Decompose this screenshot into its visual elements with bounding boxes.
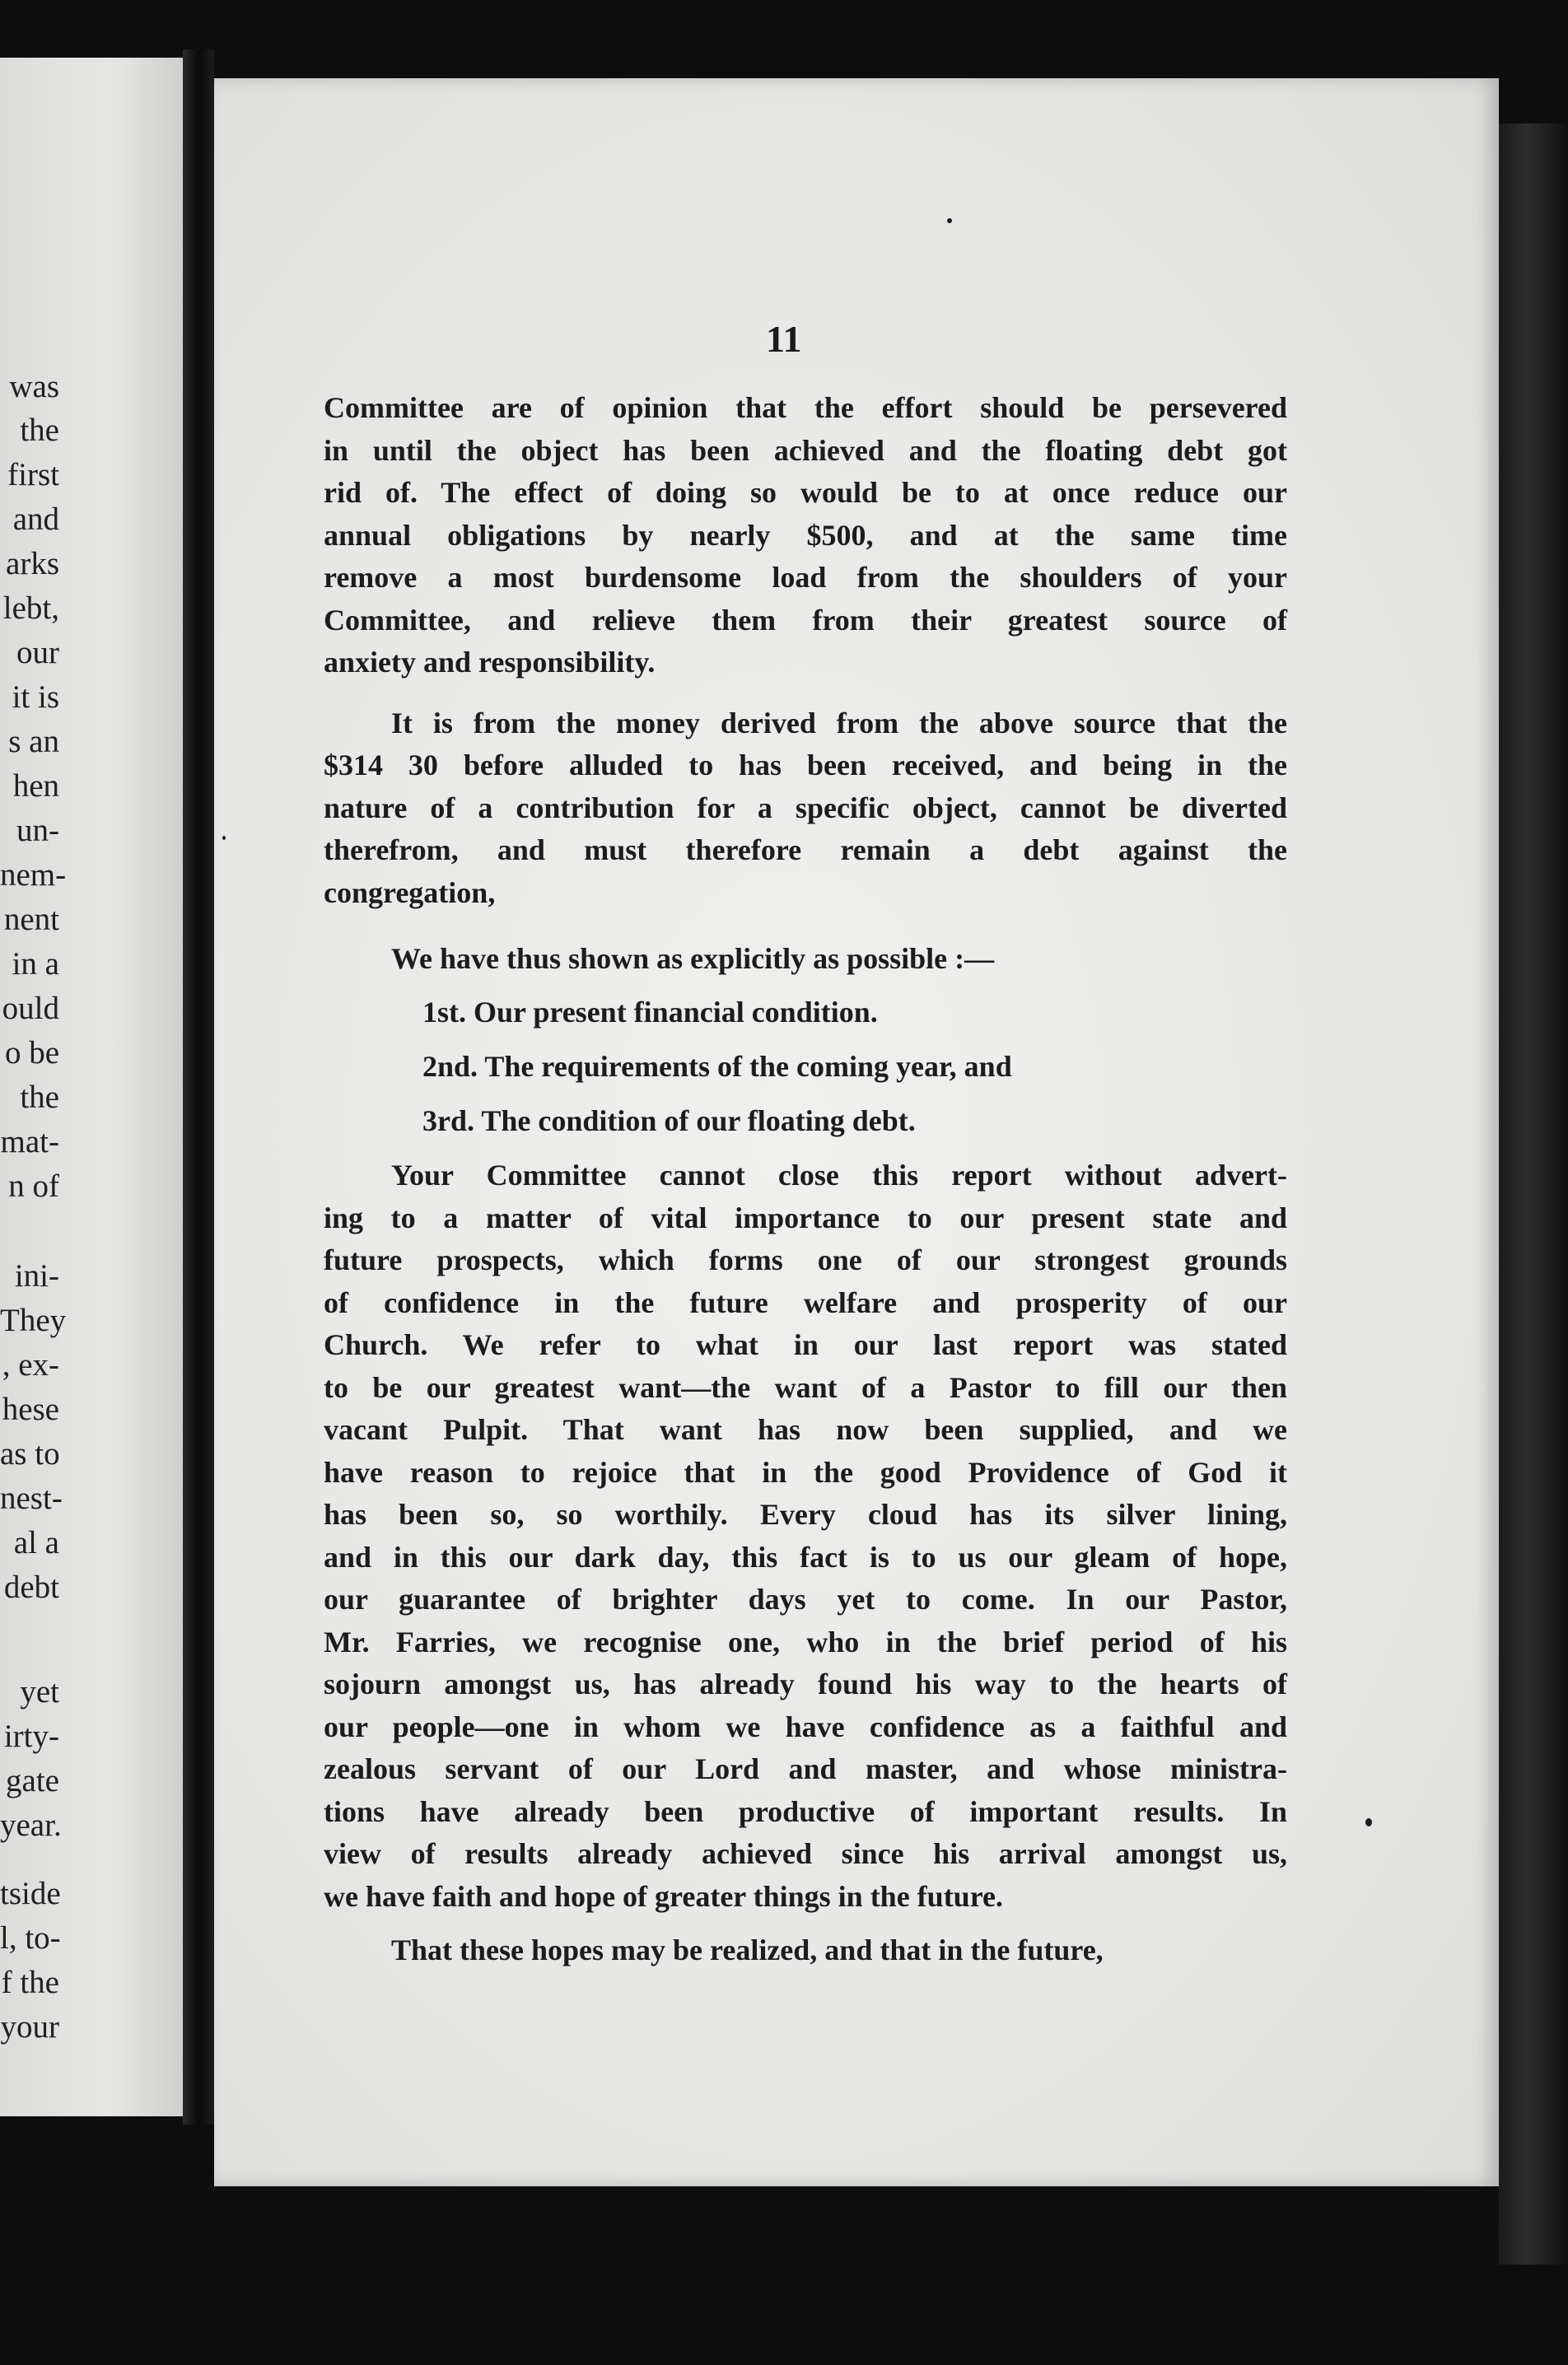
text-line: rid of. The effect of doing so would be to at once reduce our bbox=[324, 476, 1287, 509]
facing-page-fragment: the bbox=[20, 413, 59, 448]
facing-page-fragment: was bbox=[9, 369, 59, 404]
facing-page-fragment: and bbox=[12, 501, 59, 537]
facing-page-fragment: n of bbox=[8, 1169, 59, 1204]
facing-page-fragment: lebt, bbox=[2, 590, 59, 626]
facing-page-fragment: your bbox=[0, 2009, 59, 2045]
text-line: and in this our dark day, this fact is to us our gleam of hope, bbox=[324, 1540, 1287, 1574]
facing-page-fragment: as to bbox=[0, 1436, 60, 1472]
facing-page-fragment: nent bbox=[3, 902, 59, 937]
text-line: of confidence in the future welfare and prosperity of our bbox=[324, 1285, 1287, 1319]
text-line: annual obligations by nearly $500, and at the same time bbox=[324, 518, 1287, 552]
facing-page-fragment: mat- bbox=[0, 1124, 59, 1159]
paragraph-4 bbox=[324, 1929, 1287, 1972]
text-line: tions have already been productive of important results. In bbox=[324, 1794, 1287, 1828]
facing-page-fragment: nest- bbox=[0, 1481, 63, 1516]
text-line: therefrom, and must therefore remain a debt against the bbox=[324, 833, 1287, 866]
facing-page-fragment: ini- bbox=[14, 1258, 59, 1294]
text-line: ing to a matter of vital importance to our present state and bbox=[324, 1201, 1287, 1234]
text-line: our people—one in whom we have confidence as a faithful and bbox=[324, 1710, 1287, 1743]
paragraph-3 bbox=[324, 1155, 1287, 1918]
text-line: Your Committee cannot close this report without advert- bbox=[391, 1159, 1287, 1192]
text-line: future prospects, which forms one of our strongest grounds bbox=[324, 1243, 1287, 1276]
facing-page-fragment: year. bbox=[0, 1808, 62, 1843]
text-line: That these hopes may be realized, and that in the future, bbox=[391, 1934, 1104, 1966]
facing-page-fragment: our bbox=[16, 635, 59, 670]
text-line: Church. We refer to what in our last report was stated bbox=[324, 1328, 1287, 1361]
scan-speck bbox=[1365, 1818, 1372, 1826]
text-line: has been so, so worthily. Every cloud has its silver lining, bbox=[324, 1498, 1287, 1531]
list-item: 2nd. The requirements of the coming year, and bbox=[422, 1050, 1012, 1083]
list-item: 1st. Our present financial condition. bbox=[422, 996, 878, 1029]
text-line: Mr. Farries, we recognise one, who in the brief period of his bbox=[324, 1625, 1287, 1658]
paragraph-1 bbox=[324, 387, 1287, 684]
facing-page-fragment: un- bbox=[16, 813, 59, 848]
facing-page-fragment: in a bbox=[12, 946, 59, 982]
text-line: zealous servant of our Lord and master, and whose ministra- bbox=[324, 1752, 1287, 1785]
text-line: Committee, and relieve them from their greatest source of bbox=[324, 603, 1287, 637]
facing-page-fragment: irty- bbox=[3, 1719, 59, 1754]
page-edge-shadow bbox=[1499, 124, 1568, 2265]
text-line: in until the object has been achieved and the floating debt got bbox=[324, 433, 1287, 467]
text-line: view of results already achieved since his arrival amongst us, bbox=[324, 1837, 1287, 1870]
facing-page-fragment: the bbox=[20, 1080, 59, 1115]
enumerated-list bbox=[324, 985, 1287, 1148]
text-line: have reason to rejoice that in the good Providence of God it bbox=[324, 1455, 1287, 1489]
facing-page-fragment: f the bbox=[1, 1965, 59, 2000]
text-line: we have faith and hope of greater things in the future. bbox=[324, 1879, 1004, 1913]
list-intro: We have thus shown as explicitly as possible :— bbox=[391, 942, 995, 975]
text-line: anxiety and responsibility. bbox=[324, 646, 656, 679]
facing-page-fragment: yet bbox=[20, 1674, 59, 1710]
facing-page-fragment: nem- bbox=[0, 857, 67, 893]
text-line: vacant Pulpit. That want has now been supplied, and we bbox=[324, 1413, 1287, 1446]
facing-page-fragment: hese bbox=[2, 1392, 59, 1427]
page-number: 11 bbox=[766, 318, 802, 360]
facing-page-fragment: They bbox=[0, 1303, 67, 1338]
facing-page-fragment: hen bbox=[12, 768, 59, 804]
facing-page-fragment: s an bbox=[8, 724, 59, 759]
facing-page-fragment: al a bbox=[13, 1525, 59, 1560]
text-line: Committee are of opinion that the effort should be persevered bbox=[324, 391, 1287, 424]
facing-page-fragment: arks bbox=[6, 546, 59, 581]
facing-page-fragment: o be bbox=[4, 1035, 59, 1071]
page-body bbox=[324, 387, 1287, 1972]
text-line: to be our greatest want—the want of a Pastor to fill our then bbox=[324, 1370, 1287, 1404]
facing-page-fragment: ould bbox=[2, 991, 59, 1026]
scan-speck bbox=[947, 218, 952, 223]
list-item: 3rd. The condition of our floating debt. bbox=[422, 1104, 916, 1137]
facing-page-left bbox=[0, 58, 183, 2116]
text-line: remove a most burdensome load from the shoulders of your bbox=[324, 561, 1287, 594]
text-line: congregation, bbox=[324, 875, 496, 909]
facing-page-fragment: first bbox=[7, 457, 59, 492]
scan-speck bbox=[222, 836, 226, 840]
text-line: sojourn amongst us, has already found his way to the hearts of bbox=[324, 1668, 1287, 1700]
facing-page-fragment: debt bbox=[3, 1570, 59, 1605]
text-line: our guarantee of brighter days yet to come. In our Pastor, bbox=[324, 1583, 1287, 1616]
text-line: It is from the money derived from the above source that the bbox=[391, 706, 1287, 739]
facing-page-fragment: , ex- bbox=[2, 1347, 59, 1383]
facing-page-fragment: it is bbox=[12, 679, 59, 715]
text-line: nature of a contribution for a specific object, cannot be diverted bbox=[324, 791, 1287, 824]
paragraph-2 bbox=[324, 702, 1287, 915]
text-line: $314 30 before alluded to has been received, and being in the bbox=[324, 749, 1287, 781]
book-gutter bbox=[183, 49, 214, 2125]
facing-page-fragment: gate bbox=[6, 1763, 59, 1798]
facing-page-fragment: tside bbox=[0, 1876, 61, 1911]
facing-page-fragment: l, to- bbox=[0, 1920, 61, 1956]
